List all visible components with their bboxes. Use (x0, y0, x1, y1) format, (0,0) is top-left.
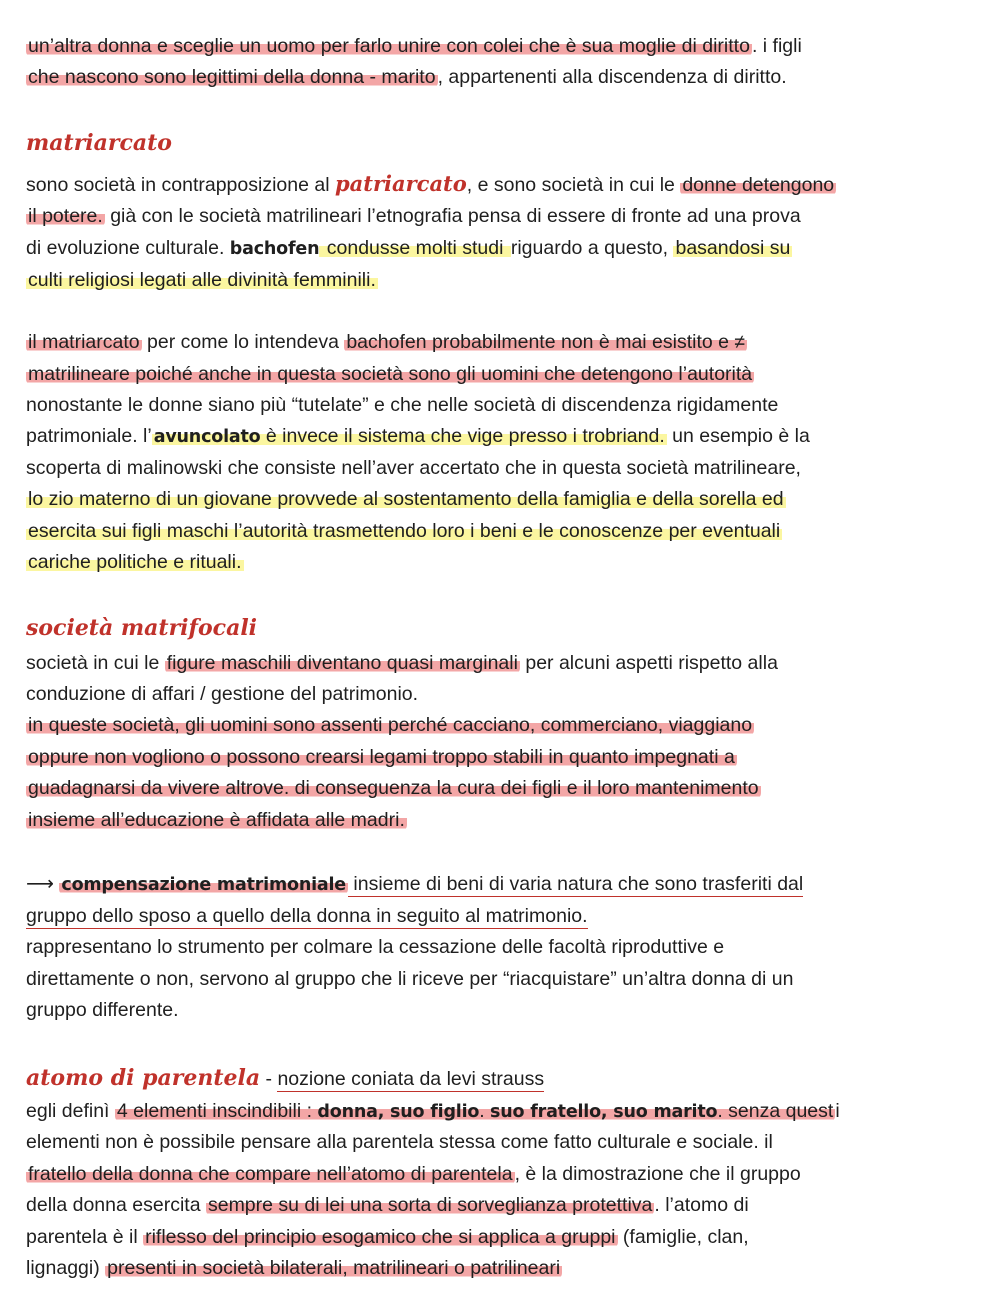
matrifocali-line-2: conduzione di affari / gestione del patrimonio. (26, 683, 419, 705)
highlight (115, 1100, 835, 1122)
highlight: fratello della donna che compare nell’atomo di parentela (28, 1163, 513, 1185)
atomo-line-1 (26, 1097, 840, 1126)
para2-line-6 (26, 485, 786, 513)
text: egli definì (26, 1100, 115, 1122)
matriarcato-line-3 (26, 234, 792, 263)
text: parentela è il (26, 1226, 144, 1248)
matrifocali-line-4 (26, 743, 737, 771)
atomo-line-3 (26, 1160, 801, 1188)
text: società in cui le (26, 652, 165, 674)
highlight: basandosi su (675, 237, 791, 259)
highlight: guadagnarsi da vivere altrove. di conseguenza la cura dei figli e il loro mantenimento (28, 777, 759, 799)
text: , è la dimostrazione che il gruppo (514, 1163, 801, 1185)
highlight: cariche politiche e rituali. (28, 551, 242, 573)
matrifocali-line-3 (26, 711, 754, 739)
matrifocali-line-1 (26, 649, 778, 677)
text: lignaggi) (26, 1257, 106, 1279)
matriarcato-line-4 (26, 266, 378, 294)
highlight: in queste società, gli uomini sono assenti perché cacciano, commerciano, viaggiano (28, 714, 753, 736)
text: riguardo a questo, (510, 237, 674, 259)
highlight: matrilineare poiché anche in questa società sono gli uomini che detengono l’autorità (28, 363, 753, 385)
section-heading-matriarcato: matriarcato (26, 130, 172, 156)
text: sono società in contrapposizione al (26, 174, 335, 196)
para2-line-7 (26, 517, 782, 545)
text: - (260, 1068, 278, 1090)
para2-line-1 (26, 328, 747, 356)
text: della donna esercita (26, 1194, 206, 1216)
para2-line-5: scoperta di malinowski che consiste nell’aver accertato che in questa società matrilineare, (26, 457, 801, 479)
intro-line-1 (26, 32, 802, 60)
arrow-right-icon: ⟶ (26, 872, 54, 895)
text: 4 elementi inscindibili : (116, 1100, 318, 1122)
keyword-elements: donna, suo figlio (317, 1102, 480, 1122)
text: . (479, 1100, 491, 1122)
highlight: condusse molti studi (321, 237, 509, 259)
matriarcato-line-1 (26, 170, 836, 199)
section-heading-matrifocali: società matrifocali (26, 615, 258, 641)
highlight: insieme all’educazione è affidata alle madri. (28, 809, 405, 831)
atomo-line-2: elementi non è possibile pensare alla parentela stessa come fatto culturale e sociale. il (26, 1131, 773, 1153)
text: i (835, 1100, 840, 1122)
highlight: culti religiosi legati alle divinità femminili. (28, 269, 376, 291)
compensazione-line-3: rappresentano lo strumento per colmare la cessazione delle facoltà riproduttive e (26, 936, 725, 958)
compensazione-line-1 (26, 870, 803, 899)
text: , e sono società in cui le (466, 174, 681, 196)
text: già con le società matrilineari l’etnografia pensa di essere di fronte ad una prova (104, 205, 801, 227)
matriarcato-line-2 (26, 202, 801, 230)
para2-line-2 (26, 360, 754, 388)
highlight: il matriarcato (28, 331, 140, 353)
highlight: donne detengono (682, 174, 835, 196)
underlined-text: nozione coniata da levi strauss (277, 1068, 545, 1090)
text: . i figli (751, 35, 802, 57)
highlight: riflesso del principio esogamico che si applica a gruppi (145, 1226, 616, 1248)
highlight: un’altra donna e sceglie un uomo per farlo unire con colei che è sua moglie di diritto (28, 35, 750, 57)
compensazione-line-2 (26, 902, 588, 930)
highlight: il potere. (28, 205, 103, 227)
text: per come lo intendeva (141, 331, 345, 353)
highlight: lo zio materno di un giovane provvede al sostentamento della famiglia e della sorella ed (28, 488, 784, 510)
matrifocali-line-5 (26, 774, 761, 802)
highlight: figure maschili diventano quasi marginali (166, 652, 518, 674)
highlight: esercita sui figli maschi l’autorità trasmettendo loro i beni e le conoscenze per eventuali (28, 520, 781, 542)
compensazione-line-4: direttamente o non, servono al gruppo che li riceve per “riacquistare” un’altra donna di un (26, 968, 794, 990)
underlined-text: insieme di beni di varia natura che sono trasferiti dal (347, 873, 804, 895)
para2-line-4 (26, 422, 810, 451)
highlight: bachofen probabilmente non è mai esistito e ≠ (346, 331, 746, 353)
intro-line-2 (26, 63, 787, 91)
compensazione-line-5: gruppo differente. (26, 999, 179, 1021)
text: . senza quest (717, 1100, 834, 1122)
para2-line-8 (26, 548, 244, 576)
highlight: sempre su di lei una sorta di sorveglianza protettiva (207, 1194, 653, 1216)
keyword-bachofen: bachofen (229, 239, 320, 259)
atomo-line-6 (26, 1254, 562, 1282)
atomo-line-5 (26, 1223, 749, 1251)
text: . l’atomo di (654, 1194, 749, 1216)
underlined-text: gruppo dello sposo a quello della donna in seguito al matrimonio. (26, 905, 588, 927)
keyword-compensazione: compensazione matrimoniale (61, 875, 346, 895)
highlight (152, 425, 667, 447)
text: patrimoniale. l’ (26, 425, 152, 447)
highlight: oppure non vogliono o possono crearsi legami troppo stabili in quanto impegnati a (28, 746, 735, 768)
text: , appartenenti alla discendenza di diritto. (437, 66, 787, 88)
highlight: presenti in società bilaterali, matrilineari o patrilineari (107, 1257, 561, 1279)
text: (famiglie, clan, (617, 1226, 749, 1248)
matrifocali-line-6 (26, 806, 407, 834)
keyword-patriarcato: patriarcato (334, 171, 467, 196)
atomo-line-4 (26, 1191, 749, 1219)
atomo-heading-line (26, 1062, 544, 1095)
section-heading-atomo: atomo di parentela (26, 1065, 261, 1091)
keyword-avuncolato: avuncolato (153, 427, 261, 447)
text: per alcuni aspetti rispetto alla (519, 652, 778, 674)
text: è invece il sistema che vige presso i trobriand. (260, 425, 665, 447)
text: un esempio è la (666, 425, 810, 447)
keyword-elements: suo fratello, suo marito (490, 1102, 718, 1122)
text: di evoluzione culturale. (26, 237, 230, 259)
highlight: che nascono sono legittimi della donna - marito (28, 66, 436, 88)
para2-line-3: nonostante le donne siano più “tutelate” e che nelle società di discendenza rigidamente (26, 394, 779, 416)
